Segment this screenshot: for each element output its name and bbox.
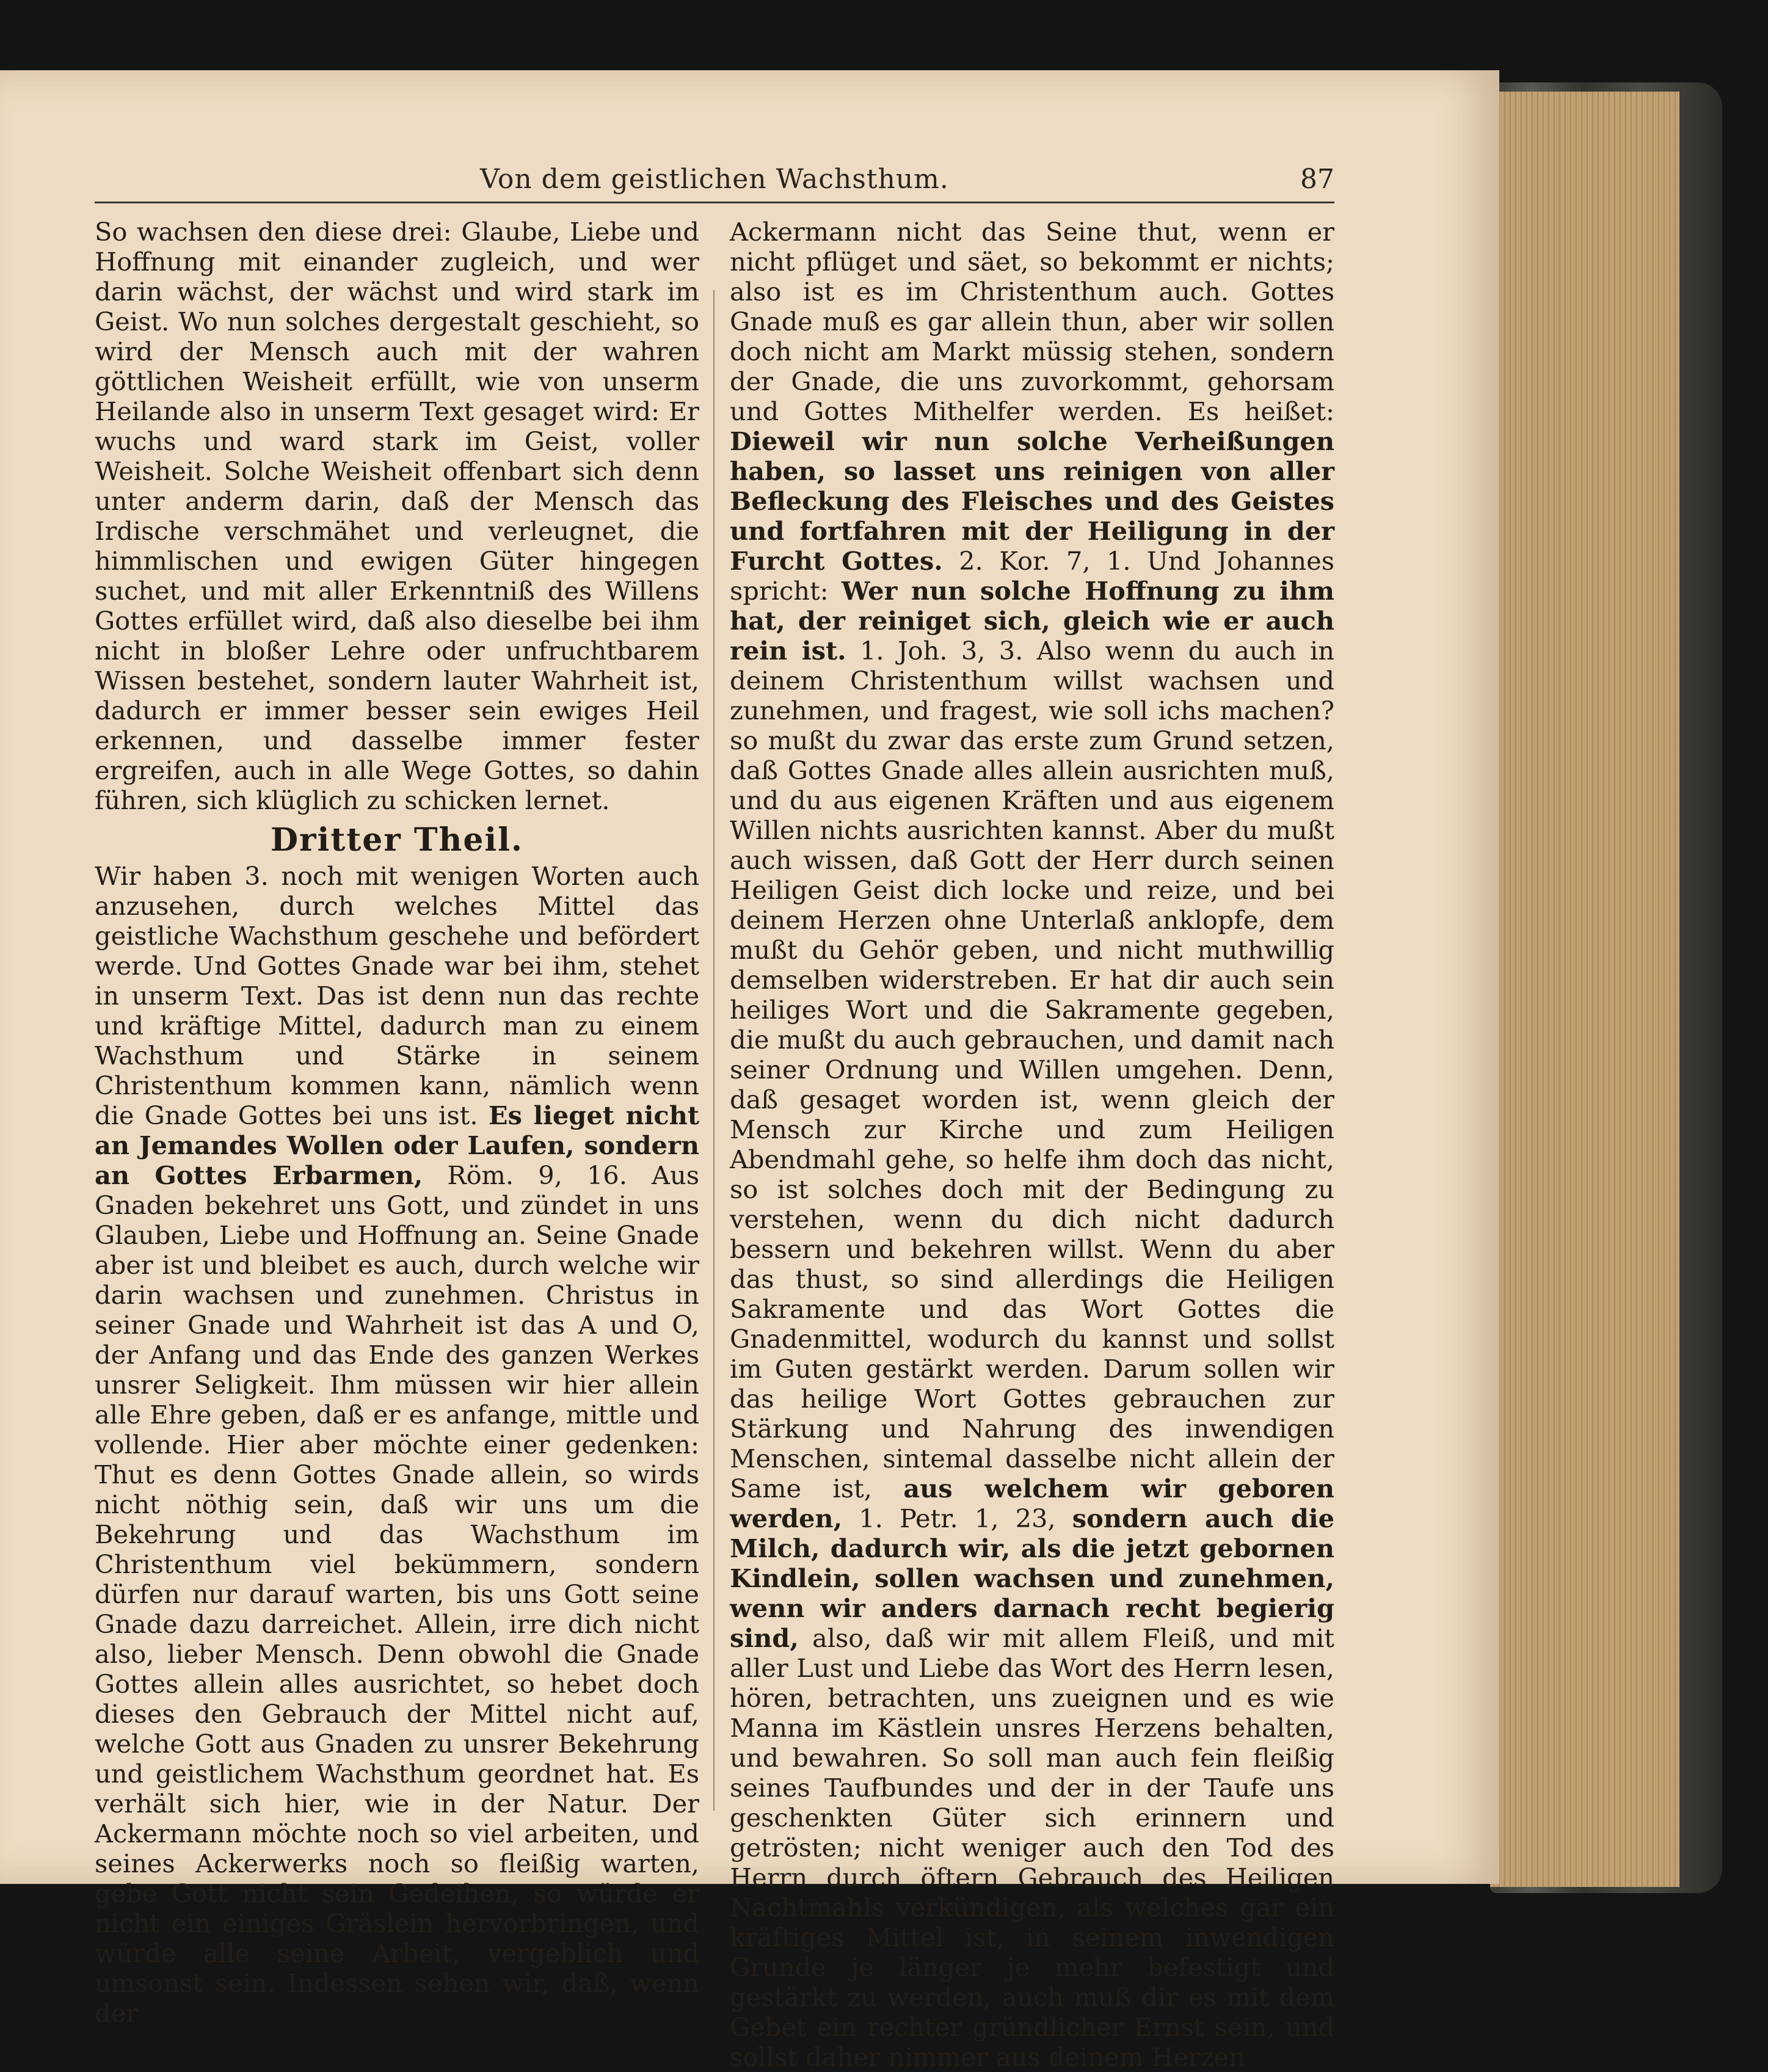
text-run: 1. Petr. 1, 23, [859, 1503, 1056, 1533]
paragraph [95, 861, 699, 2028]
running-head [95, 153, 1334, 203]
bold-quote: sondern auch die Milch, dadurch wir, als die jetzt gebornen Kindlein, sollen wachsen und zunehmen, wenn wir anders darnach recht begierig sind, [730, 1503, 1334, 1653]
text-run: Röm. 9, 16. Aus Gnaden bekehret uns Gott, und zündet in uns Glauben, Liebe und Hoffnung an. Seine Gnade aber ist und bleibet es auch, durch welche wir darin wachsen und zunehmen. Christus in seiner Gnade und Wahrheit ist das A und O, der Anfang und das Ende des ganzen Werkes unsrer Seligkeit. Ihm müssen wir hier allein alle Ehre geben, daß er es anfange, mittle und vollende. Hier aber möchte einer gedenken: Thut es denn Gottes Gnade allein, so wirds nicht nöthig sein, daß wir uns um die Bekehrung und das Wachsthum im Christenthum viel bekümmern, sondern dürfen nur darauf warten, bis uns Gott seine Gnade dazu darreichet. Allein, irre dich nicht also, lieber Mensch. Denn obwohl die Gnade Gottes allein alles ausrichtet, so hebet doch dieses den Gebrauch der Mittel nicht auf, welche Gott aus Gnaden zu unsrer Bekehrung und geistlichem Wachsthum geordnet hat. Es verhält sich hier, wie in der Natur. Der Ackermann möchte noch so viel arbeiten, und seines Ackerwerks noch so fleißig warten, gebe Gott nicht sein Gedeihen, so würde er nicht ein einiges Gräslein hervorbringen, und würde alle seine Arbeit, vergeblich und umsonst sein. Indessen sehen wir, daß, wenn der [95, 1160, 699, 2028]
text-run: Ackermann nicht das Seine thut, wenn er nicht pflüget und säet, so bekommt er nichts; also ist es im Christenthum auch. Gottes Gnade muß es gar allein thun, aber wir sollen doch nicht am Markt müssig stehen, sondern der Gnade, die uns zuvorkommt, gehorsam und Gottes Mithelfer werden. Es heißet: [730, 217, 1334, 426]
column-divider [713, 290, 715, 1811]
left-column [95, 217, 699, 2028]
text-run: Wir haben 3. noch mit wenigen Worten auch anzusehen, durch welches Mittel das geistliche Wachsthum geschehe und befördert werde. Und Gottes Gnade war bei ihm, stehet in unserm Text. Das ist denn nun das rechte und kräftige Mittel, dadurch man zu einem Wachsthum und Stärke in seinem Christenthum kommen kann, nämlich wenn die Gnade Gottes bei uns ist. [95, 861, 699, 1130]
text-run: 1. Joh. 3, 3. Also wenn du auch in deinem Christenthum willst wachsen und zunehmen, und fragest, wie soll ichs machen? so mußt du zwar das erste zum Grund setzen, daß Gottes Gnade alles allein ausrichten muß, und du aus eigenen Kräften und aus eigenem Willen nichts ausrichten kannst. Aber du mußt auch wissen, daß Gott der Herr durch seinen Heiligen Geist dich locke und reize, und bei deinem Herzen ohne Unterlaß anklopfe, dem mußt du Gehör geben, und nicht muthwillig demselben widerstreben. Er hat dir auch sein heiliges Wort und die Sakramente gegeben, die mußt du auch gebrauchen, und damit nach seiner Ordnung und Willen umgehen. Denn, daß gesaget worden ist, wenn gleich der Mensch zur Kirche und zum Heiligen Abendmahl gehe, so helfe ihm doch das nicht, so ist solches doch mit der Bedingung zu verstehen, wenn du dich nicht dadurch bessern und bekehren willst. Wenn du aber das thust, so sind allerdings die Heiligen Sakramente und das Wort Gottes die Gnadenmittel, wodurch du kannst und sollst im Guten gestärkt werden. Darum sollen wir das heilige Wort Gottes gebrauchen zur Stärkung und Nahrung des inwendigen Menschen, sintemal dasselbe nicht allein der Same ist, [730, 636, 1334, 1503]
page-number: 87 [1300, 164, 1334, 195]
running-head-title: Von dem geistlichen Wachsthum. [480, 164, 949, 195]
bold-quote: Es lieget nicht an Jemandes Wollen oder Laufen, sondern an Gottes Erbarmen, [95, 1100, 699, 1190]
right-column [730, 217, 1334, 2072]
paragraph: So wachsen den diese drei: Glaube, Liebe und Hoffnung mit einander zugleich, und wer darin wächst, der wächst und wird stark im Geist. Wo nun solches dergestalt geschieht, so wird der Mensch auch mit der wahren göttlichen Weisheit erfüllt, wie von unserm Heilande also in unserm Text gesaget wird: Er wuchs und ward stark im Geist, voller Weisheit. Solche Weisheit offenbart sich denn unter anderm darin, daß der Mensch das Irdische verschmähet und verleugnet, die himmlischen und ewigen Güter hingegen suchet, und mit aller Erkenntniß des Willens Gottes erfüllet wird, daß also dieselbe bei ihm nicht in bloßer Lehre oder unfruchtbarem Wissen bestehet, sondern lauter Wahrheit ist, dadurch er immer besser sein ewiges Heil erkennen, und dasselbe immer fester ergreifen, auch in alle Wege Gottes, so dahin führen, sich klüglich zu schicken lernet. [95, 217, 699, 815]
text-run: also, daß wir mit allem Fleiß, und mit aller Lust und Liebe das Wort des Herrn lesen, hören, betrachten, uns zueignen und es wie Manna im Kästlein unsres Herzens behalten, und bewahren. So soll man auch fein fleißig seines Taufbundes und der in der Taufe uns geschenkten Güter sich erinnern und getrösten; nicht weniger auch den Tod des Herrn durch öftern Gebrauch des Heiligen Nachtmahls verkündigen, als welches gar ein kräftiges Mittel ist, in seinem inwendigen Grunde je länger je mehr befestigt und gestärkt zu werden, auch muß dir es mit dem Gebet ein rechter gründlicher Ernst sein, und sollst daher nimmer aus deinem Herzen [730, 1623, 1334, 2072]
bold-quote: Wer nun solche Hoffnung zu ihm hat, der reiniget sich, gleich wie er auch rein ist. [730, 576, 1334, 666]
bold-quote: aus welchem wir geboren werden, [730, 1474, 1334, 1533]
page-stack [1490, 92, 1679, 1887]
section-title: Dritter Theil. [270, 821, 524, 859]
paragraph [730, 217, 1334, 2072]
bold-quote: Dieweil wir nun solche Verheißungen haben, so lasset uns reinigen von aller Befleckung des Fleisches und des Geistes und fortfahren mit der Heiligung in der Furcht Gottes. [730, 426, 1334, 576]
book-page [0, 70, 1499, 2072]
text-run: 2. Kor. 7, 1. Und Johannes spricht: [730, 546, 1334, 606]
